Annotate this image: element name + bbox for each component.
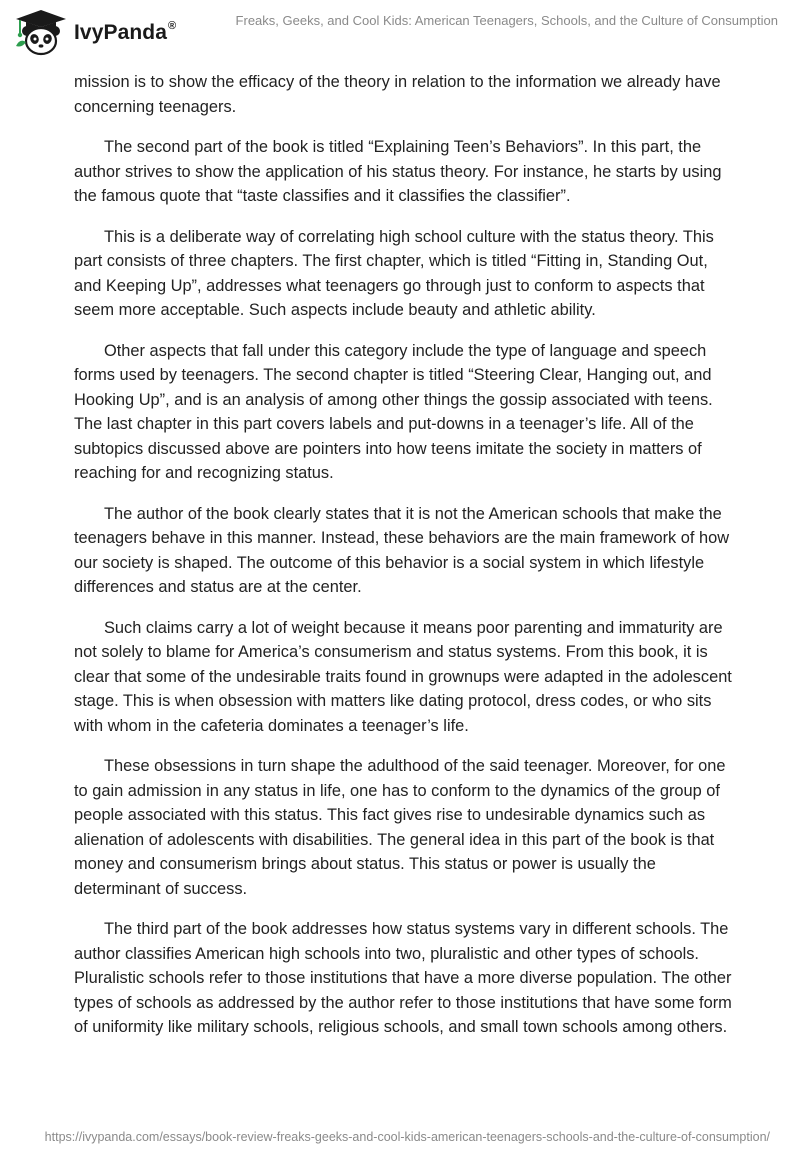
paragraph: This is a deliberate way of correlating high school culture with the status theory. This part consists of three chapters. The first chapter, which is titled “Fitting in, Standing Out, and Keeping Up”, addresses what teenagers go through just to conform to aspects that seem more acceptable. Such aspects include beauty and athletic ability. xyxy=(74,227,714,319)
paragraph: mission is to show the efficacy of the theory in relation to the information we already have concerning teenagers. xyxy=(74,73,721,116)
paragraph: The third part of the book addresses how status systems vary in different schools. The author classifies American high schools into two, pluralistic and other types of schools. Pluralistic schools refer to those institutions that have a more diverse population. The other types of schools as addressed by the author refer to those institutions that have some form of uniformity like military schools, religious schools, and small town schools among others. xyxy=(74,920,732,1036)
paragraph: Other aspects that fall under this category include the type of language and speech forms used by teenagers. The second chapter is titled “Steering Clear, Hanging out, and Hooking Up”, and is an analysis of among other things the gossip associated with teens. The last chapter in this part covers labels and put-downs in a teenager’s life. All of the subtopics discussed above are pointers into how teens imitate the society in matters of reaching for and recognizing status. xyxy=(74,341,713,482)
essay-body xyxy=(74,70,734,1056)
source-url[interactable]: https://ivypanda.com/essays/book-review-freaks-geeks-and-cool-kids-american-teenagers-schools-and-the-culture-of-consumption/ xyxy=(44,1130,770,1144)
brand-name-text: IvyPanda xyxy=(74,21,168,44)
ivypanda-logo[interactable] xyxy=(14,8,176,56)
paragraph: Such claims carry a lot of weight because it means poor parenting and immaturity are not solely to blame for America’s consumerism and status systems. From this book, it is clear that some of the undesirable traits found in grownups were adapted in the adolescent stage. This is when obsession with matters like dating protocol, dress codes, or who sits with whom in the cafeteria dominates a teenager’s life. xyxy=(74,618,732,735)
paragraph: The second part of the book is titled “Explaining Teen’s Behaviors”. In this part, the author strives to show the application of his status theory. For instance, he starts by using the famous quote that “taste classifies and it classifies the classifier”. xyxy=(74,138,722,205)
paragraph: The author of the book clearly states that it is not the American schools that make the teenagers behave in this manner. Instead, these behaviors are the main framework of how our society is shaped. The outcome of this behavior is a social system in which lifestyle differences and status are at the center. xyxy=(74,504,730,596)
brand-name xyxy=(74,21,176,45)
paragraph: These obsessions in turn shape the adulthood of the said teenager. Moreover, for one to gain admission in any status in life, one has to conform to the dynamics of the group of people associated with this status. This fact gives rise to undesirable dynamics such as alienation of adolescents with disabilities. The general idea in this part of the book is that money and consumerism brings about status. This status or power is usually the determinant of success. xyxy=(74,757,726,898)
panda-graduation-cap-icon xyxy=(14,8,68,56)
registered-mark: ® xyxy=(168,20,177,32)
document-title: Freaks, Geeks, and Cool Kids: American Teenagers, Schools, and the Culture of Consumption xyxy=(235,13,778,28)
page-header xyxy=(0,0,800,66)
